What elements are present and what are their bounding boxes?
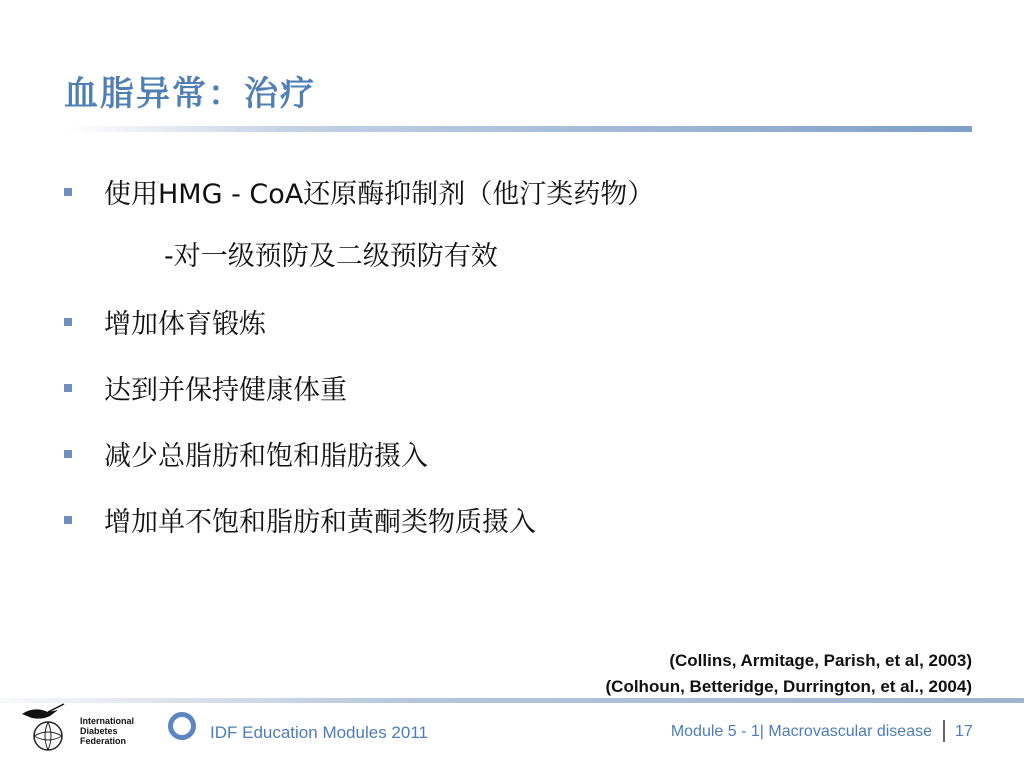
bullet-item [64,500,536,539]
bullet-marker-icon [64,450,72,458]
references [606,648,972,700]
bullet-item [64,302,266,341]
ring-icon [168,712,196,740]
bullet-item [64,368,347,407]
footer-module-title: Module 5 - 1| Macrovascular disease [670,723,932,740]
idf-logo [18,702,148,756]
bullet-item [64,434,428,473]
reference-line: (Colhoun, Betteridge, Durrington, et al., 2004) [605,677,972,696]
footer-divider [0,698,1024,703]
title-divider [64,126,972,132]
page-number: 17 [955,723,973,740]
idf-logo-text: International Diabetes Federation [80,716,135,746]
bullet-marker-icon [64,318,72,326]
hummingbird-globe-icon [18,702,78,756]
bullet-marker-icon [64,188,72,196]
bullet-marker-icon [64,384,72,392]
bullet-item [64,172,654,211]
bullet-text: 达到并保持健康体重 [104,375,347,406]
footer-education-title: IDF Education Modules 2011 [210,723,428,742]
footer-separator [943,720,945,742]
bullet-text: 减少总脂肪和饱和脂肪摄入 [104,441,428,472]
reference-line: (Collins, Armitage, Parish, et al, 2003) [669,651,972,670]
bullet-sub-point: -对一级预防及二级预防有效 [164,241,498,272]
bullet-text: 增加体育锻炼 [104,309,266,340]
bullet-marker-icon [64,516,72,524]
slide-title: 血脂异常：治疗 [64,74,316,114]
bullet-text: 增加单不饱和脂肪和黄酮类物质摄入 [104,507,536,538]
bullet-text: 使用HMG - CoA还原酶抑制剂（他汀类药物） [104,179,655,210]
